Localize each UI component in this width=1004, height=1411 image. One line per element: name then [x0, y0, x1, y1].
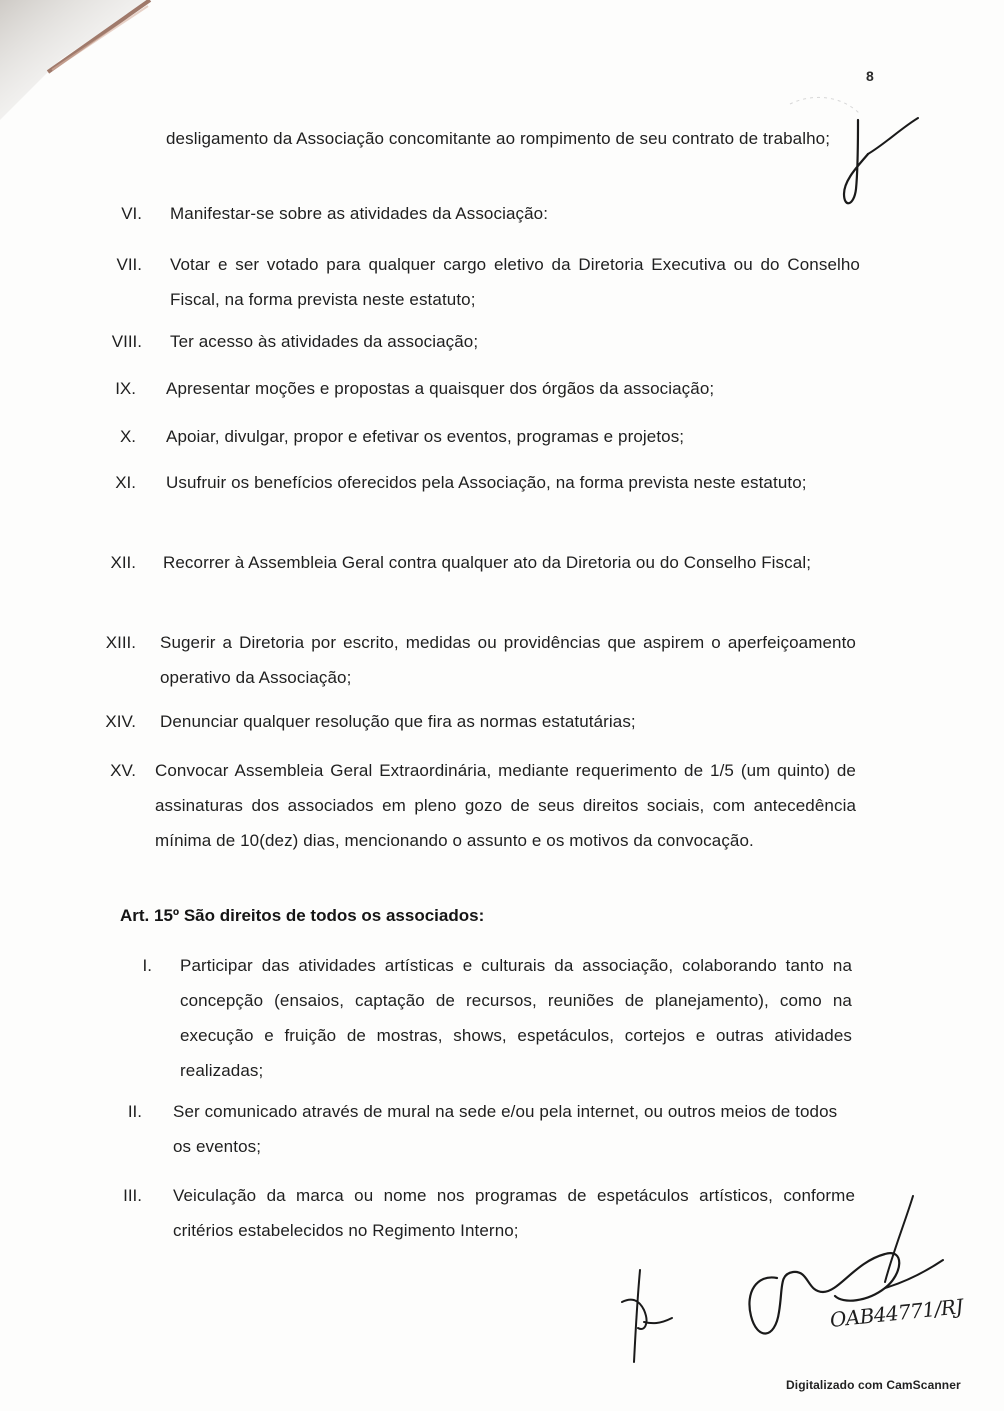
continuation-paragraph: desligamento da Associação concomitante ao rompimento de seu contrato de trabalho; — [166, 129, 831, 148]
item-text: Votar e ser votado para qualquer cargo eletivo da Diretoria Executiva ou do Conselho Fiscal, na forma prevista neste estatuto; — [170, 255, 860, 309]
item-number: XI. — [115, 473, 136, 492]
item-number: VI. — [121, 204, 142, 223]
scanner-watermark: Digitalizado com CamScanner — [786, 1378, 961, 1392]
item-number: XII. — [110, 553, 136, 572]
item-text: Denunciar qualquer resolução que fira as normas estatutárias; — [160, 712, 636, 731]
article-heading: Art. 15º São direitos de todos os associados: — [120, 906, 485, 925]
item-text: Veiculação da marca ou nome nos programas de espetáculos artísticos, conforme critérios estabelecidos no Regimento Interno; — [173, 1186, 855, 1240]
item-text: Ter acesso às atividades da associação; — [170, 332, 479, 351]
oab-handwritten: OAB44771/RJ — [828, 1294, 965, 1332]
item-text: Apresentar moções e propostas a quaisquer dos órgãos da associação; — [166, 379, 715, 398]
item-number: III. — [123, 1186, 142, 1205]
item-text: Participar das atividades artísticas e culturais da associação, colaborando tanto na concepção (ensaios, captação de recursos, reuniões de planejamento), como na execução e fruição de mostras, shows, espetáculos, cortejos e outras atividades realizadas; — [180, 956, 852, 1080]
item-text: Ser comunicado através de mural na sede e/ou pela internet, ou outros meios de todos os eventos; — [173, 1102, 838, 1156]
item-text: Usufruir os benefícios oferecidos pela Associação, na forma prevista neste estatuto; — [166, 473, 807, 492]
item-text: Sugerir a Diretoria por escrito, medidas ou providências que aspirem o aperfeiçoamento operativo da Associação; — [160, 633, 856, 687]
signature-left — [600, 1262, 700, 1372]
item-number: XV. — [110, 761, 136, 780]
item-text: Manifestar-se sobre as atividades da Associação: — [170, 204, 549, 223]
item-text: Apoiar, divulgar, propor e efetivar os eventos, programas e projetos; — [166, 427, 685, 446]
item-number: VIII. — [111, 332, 142, 351]
item-number: VII. — [116, 255, 142, 274]
item-number: X. — [119, 427, 136, 446]
item-number: I. — [142, 956, 152, 975]
item-number: IX. — [115, 379, 136, 398]
item-number: XIV. — [105, 712, 136, 731]
item-text: Recorrer à Assembleia Geral contra qualquer ato da Diretoria ou do Conselho Fiscal; — [163, 553, 812, 572]
item-text: Convocar Assembleia Geral Extraordinária, mediante requerimento de 1/5 (um quinto) de assinaturas dos associados em pleno gozo de seus direitos sociais, com antecedência mínima de 10(dez) dias, mencionando o assunto e os motivos da convocação. — [155, 761, 856, 850]
item-number: XIII. — [105, 633, 136, 652]
page-number: 8 — [866, 68, 874, 84]
item-number: II. — [127, 1102, 142, 1121]
